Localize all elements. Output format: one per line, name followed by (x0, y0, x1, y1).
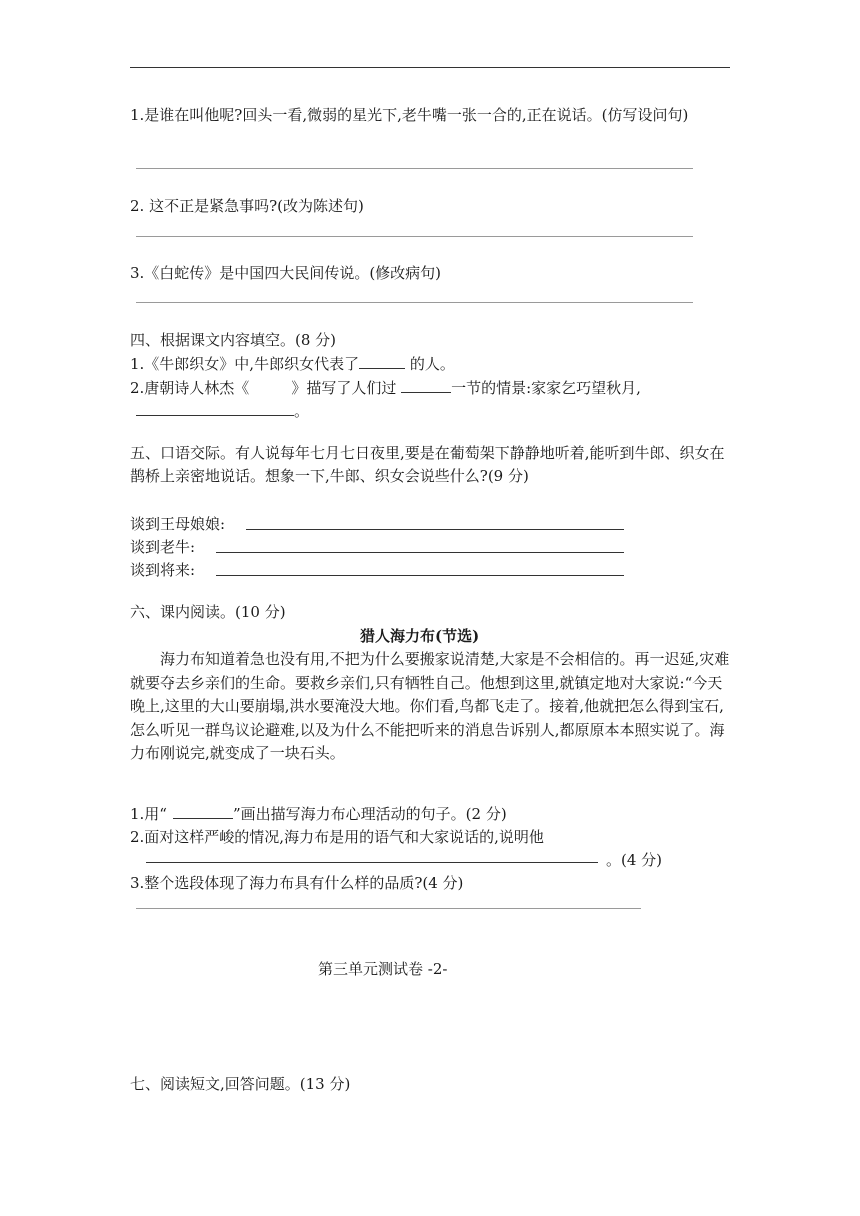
section-5-heading: 五、口语交际。有人说每年七月七日夜里,要是在葡萄架下静静地听着,能听到牛郎、织女在鹊桥上亲密地说话。想象一下,牛郎、织女会说些什么?(9 分) (130, 444, 725, 485)
reading-question-1 (130, 803, 507, 824)
question-1-rewrite: 1.是谁在叫他呢?回头一看,微弱的星光下,老牛嘴一张一合的,正在说话。(仿写设问句) (130, 106, 689, 124)
fill-text: 。 (294, 402, 310, 420)
talk-label-old-ox: 谈到老牛: (130, 538, 196, 556)
answer-line[interactable] (146, 862, 598, 863)
fill-question-2-cont (136, 400, 309, 421)
fill-text: 2.唐朝诗人林杰《 (130, 379, 250, 397)
answer-line[interactable] (136, 168, 693, 169)
reading-question-3: 3.整个选段体现了海力布具有什么样的品质?(4 分) (130, 874, 464, 892)
fill-question-1 (130, 353, 455, 374)
answer-line[interactable] (216, 575, 624, 576)
fill-blank[interactable] (173, 806, 233, 819)
answer-line[interactable] (246, 529, 624, 530)
fill-blank[interactable] (401, 380, 451, 393)
reading-question-2-score: 。(4 分) (606, 851, 663, 869)
answer-line[interactable] (136, 302, 693, 303)
header-rule (130, 67, 730, 68)
talk-label-future: 谈到将来: (130, 561, 196, 579)
passage-title: 猎人海力布(节选) (360, 627, 480, 645)
question-3-correction: 3.《白蛇传》是中国四大民间传说。(修改病句) (130, 264, 442, 282)
question-2-statement: 2. 这不正是紧急事吗?(改为陈述句) (130, 197, 364, 215)
answer-line[interactable] (136, 908, 641, 909)
fill-text: 的人。 (409, 355, 455, 373)
reading-question-2: 2.面对这样严峻的情况,海力布是用的语气和大家说话的,说明他 (130, 828, 544, 846)
passage-body: 海力布知道着急也没有用,不把为什么要搬家说清楚,大家是不会相信的。再一迟延,灾难就要夺去乡亲们的生命。要救乡亲们,只有牺牲自己。他想到这里,就镇定地对大家说:“今天晚上,这里的大山要崩塌,洪水要淹没大地。你们看,鸟都飞走了。接着,他就把怎么得到宝石,怎么听见一群鸟议论避难,以及为什么不能把听来的消息告诉别人,都原原本本照实说了。海力布刚说完,就变成了一块石头。 (130, 650, 730, 763)
section-7-heading: 七、阅读短文,回答问题。(13 分) (130, 1075, 351, 1093)
section-6-heading: 六、课内阅读。(10 分) (130, 603, 286, 621)
talk-label-queen-mother: 谈到王母娘娘: (130, 515, 226, 533)
question-text: 1.用“ (130, 805, 167, 823)
page-footer: 第三单元测试卷 -2- (318, 960, 448, 978)
fill-text: 一节的情景:家家乞巧望秋月, (451, 379, 641, 397)
answer-line[interactable] (216, 552, 624, 553)
fill-blank[interactable] (136, 403, 294, 416)
fill-blank[interactable] (359, 356, 405, 369)
question-text: ”画出描写海力布心理活动的句子。(2 分) (232, 805, 507, 823)
fill-question-2 (130, 377, 641, 398)
fill-text: 1.《牛郎织女》中,牛郎织女代表了 (130, 355, 360, 373)
section-4-heading: 四、根据课文内容填空。(8 分) (130, 331, 337, 349)
fill-text: 》描写了人们过 (291, 379, 397, 397)
answer-line[interactable] (136, 236, 693, 237)
